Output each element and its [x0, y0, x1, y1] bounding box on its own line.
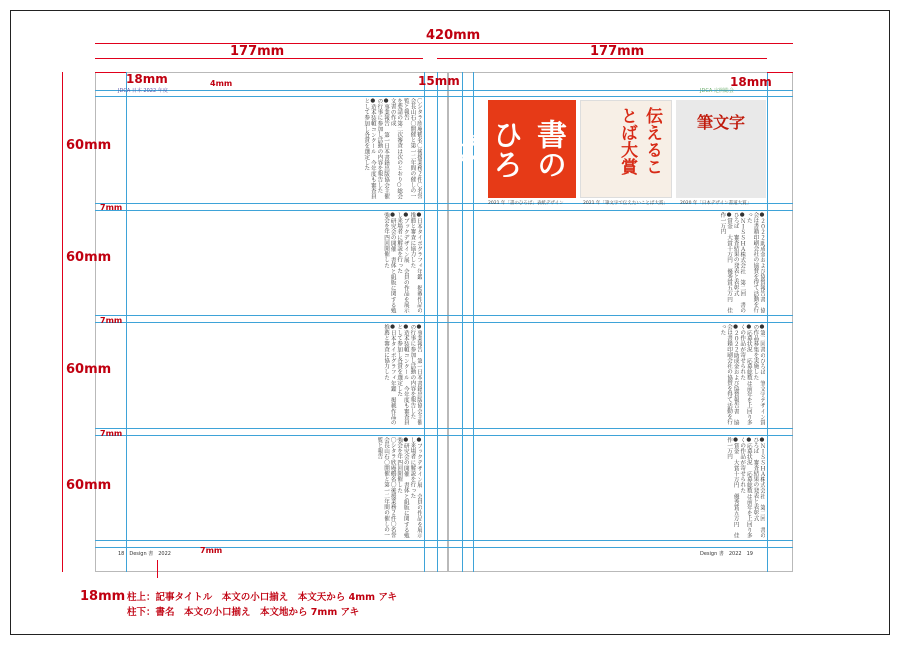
right-col-1: ●２０２２助成金および協賛報告書 協会は書籍印刷会社の協賛を得て活動を行った: [745, 212, 765, 314]
right-text-block-2: [475, 212, 765, 314]
right-running-head: JDCA 定例総会: [700, 88, 734, 94]
left-folio: 18 Design 書 2022: [118, 551, 171, 557]
left-col-7: ●研究会の開催 書体と組版に関する勉強会を年四回開催した: [383, 212, 396, 314]
guide-left-text-end: [424, 72, 425, 572]
left-col-5b: ●日本タイポグラフィ年鑑 掲載作品の推薦と審査に協力した: [383, 324, 396, 426]
cover-3-title: 筆文字: [696, 113, 745, 132]
dim-top-offset: 4mm: [210, 79, 233, 88]
left-col-1b: 〇シタラ欣庵鶴名〇後援業務２件〇名誉会長山石〇開催と第一二年間の催しの一覧と報告: [376, 437, 396, 538]
dim-block-gap-2: 7mm: [100, 316, 123, 325]
dim-arrow-margin-left: [95, 72, 126, 73]
left-text-block-2: [128, 212, 422, 314]
note-running-head: 柱上：記事タイトル 本文の小口揃え 本文天から 4mm アキ: [127, 592, 397, 603]
guide-block2-bottom: [95, 315, 793, 316]
guide-block3-top: [95, 322, 793, 323]
left-col-3b: ●事業報告 第一日本書籍出版協会主催の行事に参加し活動の内容を報告した: [409, 324, 422, 426]
right-col-5b: ●賞金 大賞十万円 優秀賞五万円 佳作一万円: [726, 437, 739, 539]
dim-arrow-vertical: [62, 72, 63, 572]
note-folio: 柱下：書名 本文の小口揃え 本文地から 7mm アキ: [127, 607, 360, 618]
right-col-2: ●ＮＩＳＳＨＡ株式会社 第二回 書のひろば 審査結果の発表と表彰式: [732, 212, 746, 314]
dim-arrow-total: [95, 43, 793, 44]
right-col-5: ●賞金 大賞十万円 優秀賞五万円 佳作一万円: [719, 212, 733, 314]
left-col-4b: ●造本装幀コンクール 今年度も審査員として参加し各賞を選定した: [396, 324, 409, 426]
left-col-6b: ●ブックデザイン展 会員の作品を展示し来場者に解説を行った: [409, 437, 422, 539]
dim-block-height-2: 60mm: [66, 250, 112, 265]
left-text-block-4: [128, 437, 422, 539]
right-col-2b: ●ＮＩＳＳＨＡ株式会社 第二回 書のひろば 審査結果の発表と表彰式: [752, 437, 765, 539]
dim-outer-margin-left: 18mm: [126, 72, 168, 86]
guide-block4-top: [95, 435, 793, 436]
right-col-4: ●応募状況 応募総数は前年を上回り多くの作品が寄せられた: [739, 324, 752, 426]
cover-2-title: 伝えることば大賞: [617, 107, 662, 175]
guide-bottom: [95, 540, 793, 541]
right-folio: Design 書 2022 19: [700, 551, 753, 557]
right-col-1b: ●２０２２助成金および協賛報告書 協会は書籍印刷会社の協賛を得て活動を行った: [719, 324, 739, 426]
cover-image-fudemoji: [676, 100, 766, 198]
guide-block3-bottom: [95, 428, 793, 429]
cover-1-title: 書のひろば: [443, 119, 566, 179]
left-col-6: ●ブックデザイン展 会員の作品を展示し来場者に解説を行った: [396, 212, 409, 314]
dim-bottom-margin: 18mm: [80, 589, 126, 604]
guide-runhead: [95, 90, 793, 91]
right-text-block-4: [475, 437, 765, 539]
cover-image-shonohiroba: [443, 100, 576, 198]
left-col-7b: ●研究会の開催 書体と組版に関する勉強会を年四回開催した: [396, 437, 409, 539]
dim-block-gap-4: 7mm: [200, 546, 223, 555]
cover-image-tsutaeru: [580, 100, 672, 198]
left-col-3: ●事業報告 第一日本書籍出版協会主催の行事に参加し活動の内容を報告した: [376, 98, 390, 200]
guide-top: [95, 96, 793, 97]
left-text-block-1: [128, 98, 422, 202]
dim-arrow-margin-right: [767, 72, 793, 73]
dim-arrow-folio: [157, 560, 158, 578]
left-col-1: 〇シタラ欣庵鶴名〇後援業務２件〇名誉会長山石〇開催と第一二年間の催しの一覧と報告: [402, 98, 422, 199]
guide-block2-top: [95, 210, 793, 211]
left-running-head: JDCA 日本 2022 年度: [118, 88, 168, 94]
dim-gutter: 15mm: [418, 74, 460, 88]
guide-left-margin: [126, 72, 127, 572]
dim-left-text-width: 177mm: [230, 44, 285, 59]
right-col-4b: ●応募状況 応募総数は前年を上回り多くの作品が寄せられた: [739, 437, 752, 539]
dim-block-gap-3: 7mm: [100, 429, 123, 438]
cover-1-caption: 2021 年「書のひろば」表紙デザイン: [488, 201, 564, 206]
right-text-block-3: [475, 324, 765, 427]
dim-arrow-gutter: [437, 58, 462, 59]
left-col-4: ●造本装幀コンクール 今年度も審査員として参加し各賞を選定した: [363, 98, 376, 200]
cover-2-caption: 2021 年「筆文字で伝えたいことば大賞」: [583, 201, 668, 206]
dim-block-height-4: 60mm: [66, 478, 112, 493]
cover-3-caption: 2020 年「日本デザイン書道大賞」: [680, 201, 752, 206]
left-text-block-3: [128, 324, 422, 427]
dim-right-text-width: 177mm: [590, 44, 645, 59]
dim-block-height-1: 60mm: [66, 138, 112, 153]
left-col-5: ●日本タイポグラフィ年鑑 掲載作品の推薦と審査に協力した: [409, 212, 422, 314]
right-col-3: ●第二回書のひろば 筆文字デザイン賞の作品募集を実施した: [752, 324, 765, 426]
left-col-2: を要請の第二次審査は次のとおり○総会文書の作成: [389, 98, 403, 200]
guide-right-margin: [767, 72, 768, 572]
dim-outer-margin-right: 18mm: [730, 75, 772, 89]
dim-block-gap-1: 7mm: [100, 203, 123, 212]
dim-total-width: 420mm: [426, 28, 481, 43]
dim-block-height-3: 60mm: [66, 362, 112, 377]
